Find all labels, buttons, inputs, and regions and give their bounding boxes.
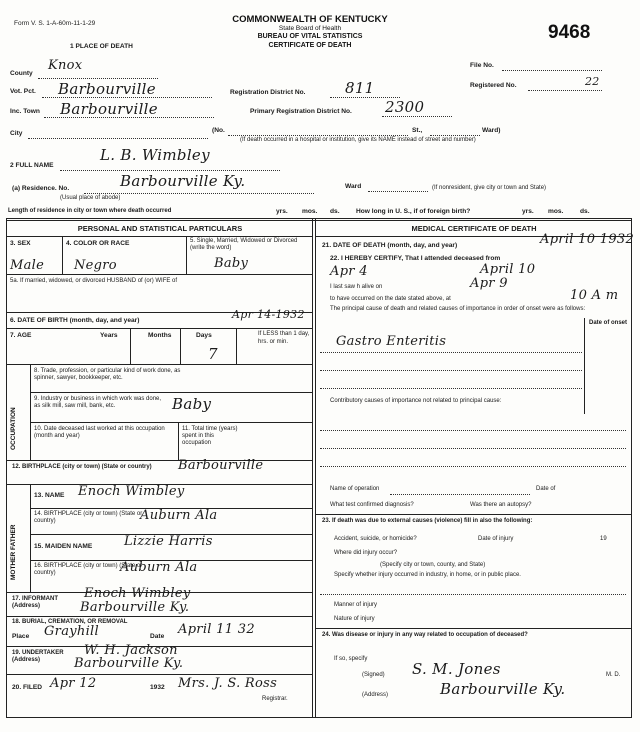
address-value: Barbourville Ky. (440, 680, 566, 698)
specify-label: Specify whether injury occurred in industry, in home, or in public place. (334, 572, 521, 578)
birthplace-value: Barbourville (178, 458, 264, 473)
personal-heading: PERSONAL AND STATISTICAL PARTICULARS (77, 224, 243, 233)
ward-label: Ward) (482, 127, 501, 134)
sex-value: Male (10, 258, 45, 273)
full-name-value: L. B. Wimbley (100, 146, 210, 164)
undertaker-value: W. H. Jackson (84, 643, 178, 658)
marital-label: 5. Single, Married, Widowed or Divorced (write the word) (190, 238, 298, 251)
burial-place-value: Grayhill (44, 624, 99, 639)
accident-label: Accident, suicide, or homicide? (334, 536, 417, 542)
father-birthplace-label: 14. BIRTHPLACE (city or town) (State or country) (34, 511, 143, 524)
registrar-value: Mrs. J. S. Ross (178, 676, 278, 691)
age-days-value: 7 (208, 345, 218, 363)
full-name-label: 2 FULL NAME (10, 162, 54, 169)
bureau-line: BUREAU OF VITAL STATISTICS (257, 33, 363, 40)
no-label: (No. (212, 127, 225, 134)
occurred-value: 10 A m (570, 288, 619, 303)
inc-town-label: Inc. Town (10, 108, 40, 115)
us-mos-label: mos. (548, 208, 564, 215)
age-days-label: Days (196, 332, 212, 339)
nonresident-note: (If nonresident, give city or town and State) (432, 185, 547, 191)
primary-district-value: 2300 (385, 98, 425, 116)
birthplace-label: 12. BIRTHPLACE (city or town) (State or country) (12, 464, 152, 470)
total-time-label: 11. Total time (years) spent in this occupation (182, 426, 238, 446)
operation-label: Name of operation (330, 486, 380, 492)
if-so-label: If so, specify (334, 656, 368, 662)
registered-no-value: 22 (585, 75, 600, 88)
usual-place-note: (Usual place of abode) (60, 195, 121, 201)
signed-value: S. M. Jones (412, 660, 501, 678)
informant-label: 17. INFORMANT (Address) (12, 596, 59, 609)
date-onset-label: Date of onset (588, 320, 627, 326)
date-last-worked-label: 10. Date deceased last worked at this occupation (month and year) (34, 426, 165, 439)
undertaker-label: 19. UNDERTAKER (Address) (12, 650, 64, 663)
color-value: Negro (74, 258, 117, 273)
registered-no-label: Registered No. (470, 82, 517, 89)
md-label: M. D. (606, 672, 621, 678)
operation-date-label: Date of (536, 486, 556, 492)
burial-label: 18. BURIAL, CREMATION, OR REMOVAL (12, 619, 128, 625)
board-line: State Board of Health (278, 25, 342, 32)
how-long-label: How long in U. S., if of foreign birth? (356, 208, 471, 215)
form-id: Form V. S. 1-A-60m-11-1-29 (14, 20, 96, 27)
hospital-note: (If death occurred in a hospital or institution, give its NAME instead of street and number) (240, 137, 476, 143)
address-label: (Address) (362, 692, 389, 698)
place-of-death-heading: 1 PLACE OF DEATH (70, 43, 133, 50)
less-than-label: If LESS than 1 day, hrs. or min. (258, 331, 310, 345)
undertaker-address: Barbourville Ky. (74, 656, 184, 671)
mother-birthplace-value: Auburn Ala (120, 560, 198, 575)
from-value: Apr 4 (330, 264, 368, 279)
certify-label: 22. I HEREBY CERTIFY, That I attended deceased from (330, 255, 501, 262)
dob-value: Apr 14-1932 (232, 308, 305, 321)
certificate-title: CERTIFICATE OF DEATH (268, 42, 352, 49)
nature-label: Nature of injury (334, 616, 375, 622)
filed-value: Apr 12 (50, 676, 97, 691)
occupation-side-label: OCCUPATION (10, 407, 17, 450)
ds-label: ds. (330, 208, 340, 215)
filed-label: 20. FILED (12, 684, 43, 691)
trade-label: 8. Trade, profession, or particular kind of work done, as spinner, sawyer, bookkeeper, etc. (34, 368, 181, 381)
to-value: April 10 (480, 262, 536, 277)
contrib-label: Contributory causes of importance not related to principal cause: (330, 398, 502, 404)
vot-pct-label: Vot. Pct. (10, 88, 36, 95)
age-years-label: Years (100, 332, 118, 339)
external-label: 23. If death was due to external causes (violence) fill in also the following: (322, 518, 533, 524)
residence-ward-label: Ward (345, 183, 362, 190)
residence-value: Barbourville Ky. (120, 172, 246, 190)
date-of-death-label: 21. DATE OF DEATH (month, day, and year) (322, 242, 458, 249)
primary-district-label: Primary Registration District No. (250, 108, 352, 115)
injury-year: 19 (600, 536, 607, 542)
registrar-label: Registrar. (262, 696, 288, 702)
vot-pct-value: Barbourville (58, 80, 156, 98)
industry-label: 9. Industry or business in which work was done, as silk mill, saw mill, bank, etc. (34, 396, 162, 409)
burial-date-value: April 11 32 (178, 622, 255, 637)
mother-maiden-value: Lizzie Harris (124, 534, 213, 549)
disease-label: 24. Was disease or injury in any way related to occupation of deceased? (322, 632, 528, 638)
registration-district-label: Registration District No. (230, 89, 306, 96)
yrs-label: yrs. (276, 208, 288, 215)
injury-date-label: Date of injury (478, 536, 514, 542)
cause-label: The principal cause of death and related causes of importance in order of onset were as follows: (330, 306, 586, 312)
age-label: 7. AGE (10, 332, 32, 339)
father-name-label: 13. NAME (34, 492, 65, 499)
manner-label: Manner of injury (334, 602, 378, 608)
occurred-label: to have occurred on the date stated above, at (330, 296, 451, 302)
inc-town-value: Barbourville (60, 100, 158, 118)
informant-value: Enoch Wimbley (84, 586, 191, 601)
county-value: Knox (48, 58, 83, 73)
sex-label: 3. SEX (10, 240, 31, 247)
dob-label: 6. DATE OF BIRTH (month, day, and year) (10, 317, 140, 324)
burial-date-label: Date (150, 633, 165, 640)
mos-label: mos. (302, 208, 318, 215)
parents-side-label: MOTHER FATHER (10, 524, 17, 580)
informant-address: Barbourville Ky. (80, 600, 190, 615)
alive-value: Apr 9 (470, 276, 508, 291)
father-birthplace-value: Auburn Ala (140, 508, 218, 523)
file-no-label: File No. (470, 62, 494, 69)
alive-label: I last saw h alive on (330, 284, 383, 290)
residence-label: (a) Residence. No. (12, 185, 70, 192)
registration-district-value: 811 (345, 79, 375, 97)
mother-birthplace-label: 16. BIRTHPLACE (city or town) (State or country) (34, 563, 143, 576)
us-yrs-label: yrs. (522, 208, 534, 215)
st-label: St., (412, 127, 423, 134)
test-label: What test confirmed diagnosis? (330, 502, 414, 508)
us-ds-label: ds. (580, 208, 590, 215)
filed-year: 1932 (150, 684, 165, 691)
where-label: Where did injury occur? (334, 550, 398, 556)
county-label: County (10, 70, 33, 77)
certificate-number: 9468 (548, 22, 591, 43)
cause-value: Gastro Enteritis (336, 334, 447, 349)
length-of-residence-label: Length of residence in city or town where death occurred (8, 208, 172, 214)
marital-value: Baby (214, 256, 249, 271)
spouse-label: 5a. If married, widowed, or divorced HUSBAND of (or) WIFE of (10, 278, 178, 284)
medical-heading: MEDICAL CERTIFICATE OF DEATH (411, 224, 537, 233)
state-title: COMMONWEALTH OF KENTUCKY (232, 14, 388, 25)
industry-value: Baby (172, 395, 212, 413)
color-label: 4. COLOR OR RACE (66, 240, 130, 247)
specify-place-label: (Specify city or town, county, and State) (380, 562, 486, 568)
signed-label: (Signed) (362, 672, 385, 678)
father-name-value: Enoch Wimbley (78, 484, 185, 499)
city-label: City (10, 130, 23, 137)
date-of-death-value: April 10 1932 (540, 232, 635, 247)
autopsy-label: Was there an autopsy? (470, 502, 532, 508)
burial-place-label: Place (12, 633, 30, 640)
age-months-label: Months (148, 332, 172, 339)
mother-maiden-label: 15. MAIDEN NAME (34, 543, 93, 550)
